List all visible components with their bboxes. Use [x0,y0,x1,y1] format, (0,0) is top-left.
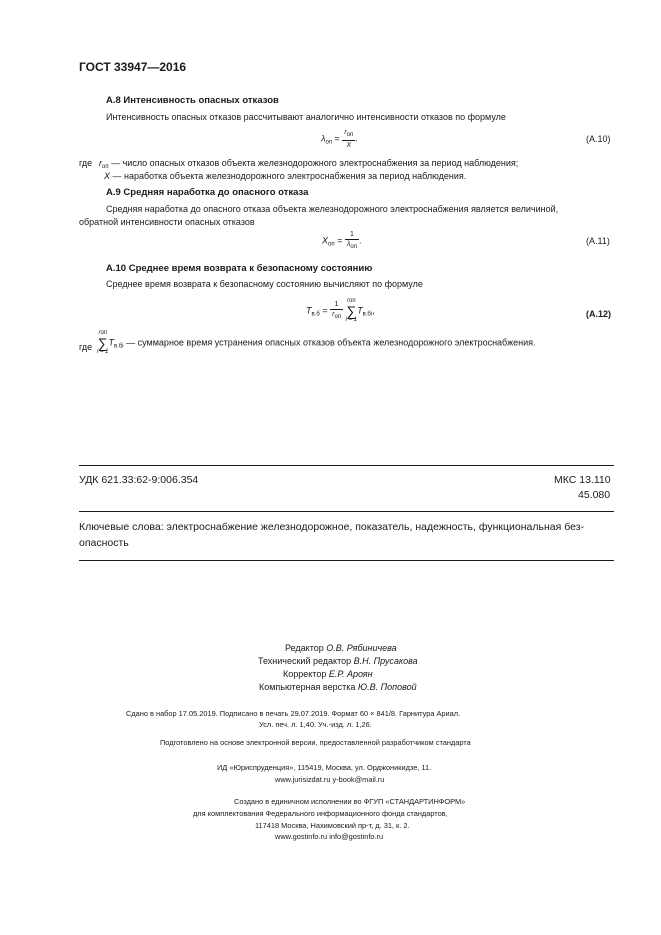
section-a10-intro: Среднее время возврата к безопасному состоянию вычисляют по формуле [106,279,423,289]
formula-a10: $\lambda_{оп}$ = $\frac{\text{rоп}}{X}$ . [321,129,358,149]
imprint-publisher-web: www.jurisizdat.ru y-book@mail.ru [275,775,385,784]
summation-sign: rоп ∑ i = 1 [345,298,358,323]
section-a8-title: А.8 Интенсивность опасных отказов [106,95,279,106]
equation-number-a12: (А.12) [586,309,612,319]
footer-bottom-rule [79,560,614,561]
equation-number-a10: (А.10) [586,134,611,144]
imprint-created: Создано в единичном исполнении во ФГУП «СТАНДАРТИНФОРМ» [234,797,466,806]
imprint-address: 117418 Москва, Нахимовский пр-т, д. 31, к. 2. [255,821,410,830]
section-a8-intro: Интенсивность опасных отказов рассчитывают аналогично интенсивности отказов по формуле [106,112,506,122]
imprint-publisher: ИД «Юриспруденция», 115419, Москва, ул. Орджоникидзе, 11. [217,763,432,772]
credit-tech-editor: Технический редактор В.Н. Прусакова [258,656,418,666]
formula-a10-fraction: $\frac{\text{rоп}}{X}$ [344,129,354,149]
footer-middle-rule [79,511,614,512]
footer-top-rule [79,465,614,466]
credit-layout: Компьютерная верстка Ю.В. Поповой [259,682,417,692]
where-label-a8: где [79,158,93,168]
credit-editor: Редактор О.В. Рябиничева [285,643,397,653]
document-header: ГОСТ 33947—2016 [79,60,187,74]
formula-a12: $T_{в.б}$ = $\frac{1}{\text{rоп}}$ rоп ∑ $i = 1T_{в.бi}$, [306,298,375,323]
imprint-line2: Усл. печ. л. 1,40. Уч.-изд. л. 1,26. [259,720,372,729]
section-a9-para-line2: обратной интенсивности опасных отказов [79,217,255,227]
imprint-line1: Сдано в набор 17.05.2019. Подписано в печать 29.07.2019. Формат 60 × 841/8. Гарнитура Ариал. [126,709,461,718]
section-a9-title: А.9 Средняя наработка до опасного отказа [106,187,309,198]
section-a10-title: А.10 Среднее время возврата к безопасному состоянию [106,263,373,274]
definition-r-op: $r_{оп}$ — число опасных отказов объекта железнодорожного электроснабжения за период наблюдения; [99,158,519,170]
imprint-prepared: Подготовлено на основе электронной версии, предоставленной разработчиком стандарта [160,738,471,747]
where-label-a10: где [79,342,93,352]
credit-corrector: Корректор Е.Р. Ароян [283,669,373,679]
imprint-contacts: www.gostinfo.ru info@gostinfo.ru [275,832,384,841]
definition-x: X — наработка объекта железнодорожного электроснабжения за период наблюдения. [104,171,467,181]
formula-a12-fraction: $\frac{1}{\text{rоп}}$ [332,301,342,320]
formula-a11: $X_{оп}$ = $\frac{1}{\text{λоп}}$ . [322,231,362,250]
udk-code: УДК 621.33:62-9:006.354 [79,474,199,486]
keywords-line2: опасность [79,537,129,549]
mks-code-2: 45.080 [578,489,611,501]
formula-a10-lhs-sub: оп [325,139,333,146]
formula-a10-lhs: λ [321,133,326,144]
imprint-fund: для комплектования Федерального информационного фонда стандартов, [193,809,448,818]
formula-a11-fraction: $\frac{1}{\text{λоп}}$ [346,231,357,250]
section-a9-para-line1: Средняя наработка до опасного отказа объекта железнодорожного электроснабжения является величиной, [106,204,559,214]
keywords-line1: Ключевые слова: электроснабжение железнодорожное, показатель, надежность, функциональная без- [79,521,585,533]
equation-number-a11: (А.11) [586,236,610,246]
mks-code-1: МКС 13.110 [554,474,611,486]
definition-sum-t: rоп ∑ $i = 1T_{в.бi}$ — суммарное время устранения опасных отказов объекта железнодорожного электроснабжения. [97,330,536,355]
